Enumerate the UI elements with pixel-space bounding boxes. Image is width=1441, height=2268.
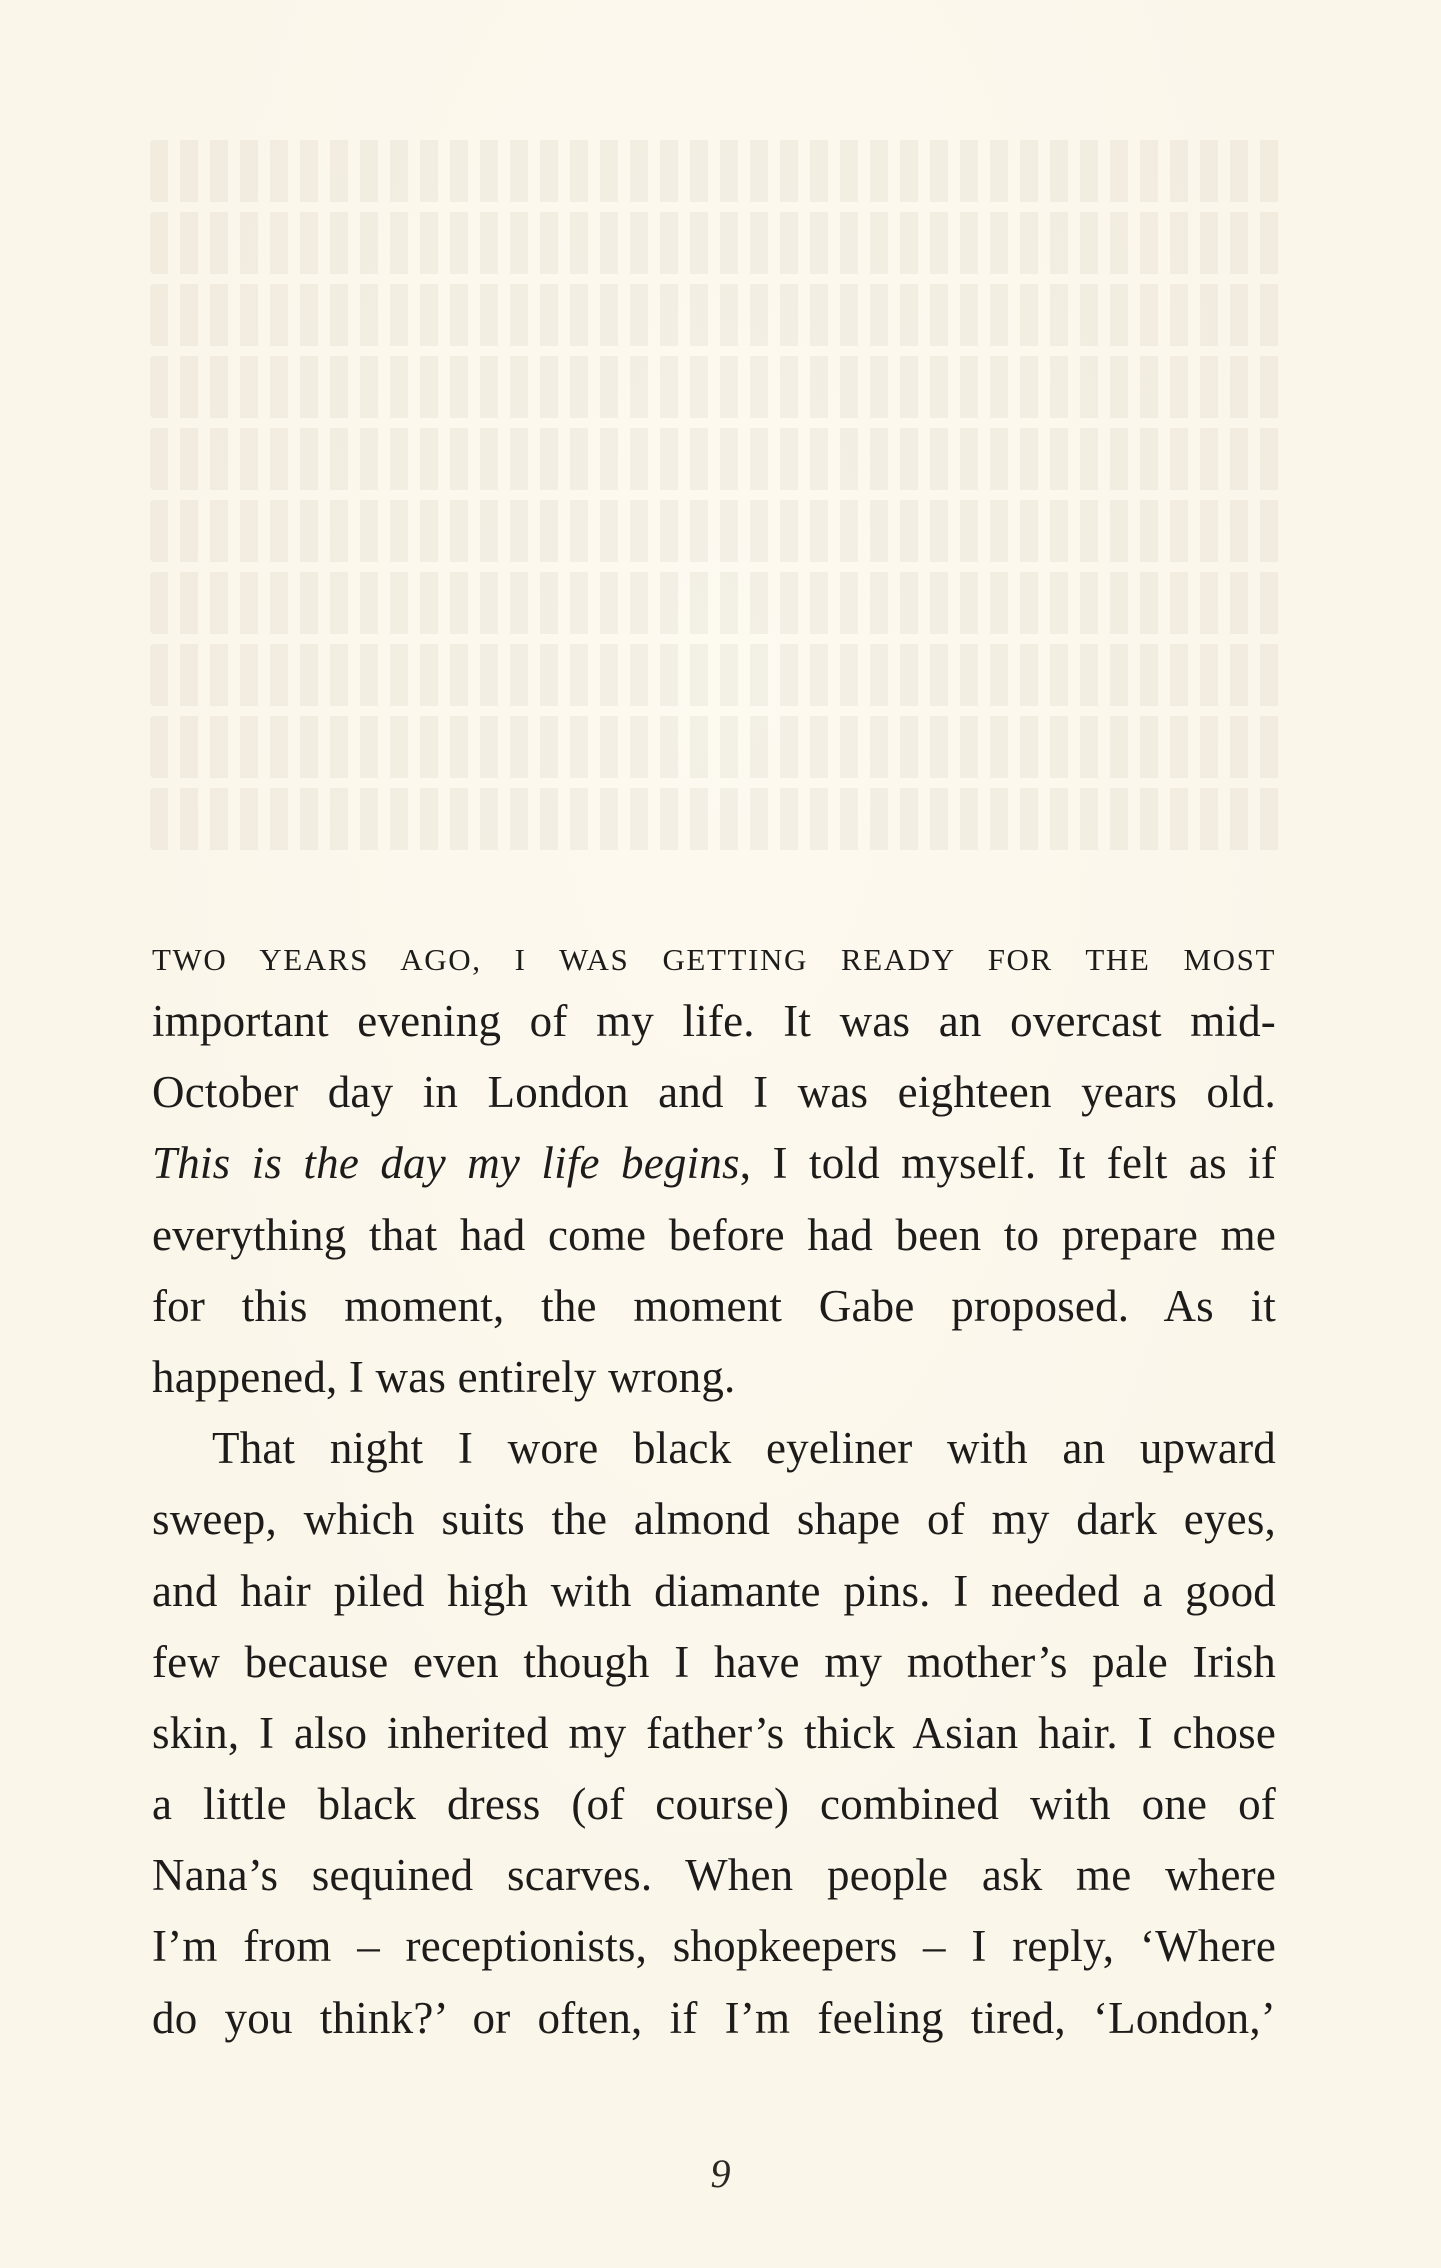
page-number: 9 — [710, 2151, 731, 2196]
text-line: Nana’s sequined scarves. When people ask me where — [152, 1850, 1276, 1901]
show-through-texture — [150, 140, 1280, 860]
opening-line-small-caps: TWO YEARS AGO, I WAS GETTING READY FOR THE MOST — [152, 942, 1276, 977]
paragraph-start-line: That night I wore black eyeliner with an upward — [212, 1423, 1276, 1474]
text-line — [152, 1128, 1276, 1199]
text-line: few because even though I have my mother’s pale Irish — [152, 1636, 1276, 1687]
body-text — [152, 934, 1276, 2054]
text-line: do you think?’ or often, if I’m feeling tired, ‘London,’ — [152, 1992, 1276, 2043]
text-fragment: , I told myself. It felt as if — [739, 1138, 1277, 1189]
text-line: a little black dress (of course) combined with one of — [152, 1779, 1276, 1830]
text-line: important evening of my life. It was an overcast mid- — [152, 996, 1276, 1046]
text-line: skin, I also inherited my father’s thick Asian hair. I chose — [152, 1707, 1276, 1758]
text-line: October day in London and I was eighteen years old. — [152, 1067, 1276, 1118]
italic-phrase: This is the day my life begins — [152, 1138, 740, 1189]
text-line: I’m from – receptionists, shopkeepers – I reply, ‘Where — [152, 1921, 1276, 1972]
text-line: for this moment, the moment Gabe proposed. As it — [152, 1280, 1276, 1331]
text-line: and hair piled high with diamante pins. I needed a good — [152, 1565, 1276, 1616]
text-line: everything that had come before had been to prepare me — [152, 1209, 1276, 1260]
text-line: sweep, which suits the almond shape of my dark eyes, — [152, 1494, 1276, 1545]
text-line: happened, I was entirely wrong. — [152, 1351, 736, 1402]
